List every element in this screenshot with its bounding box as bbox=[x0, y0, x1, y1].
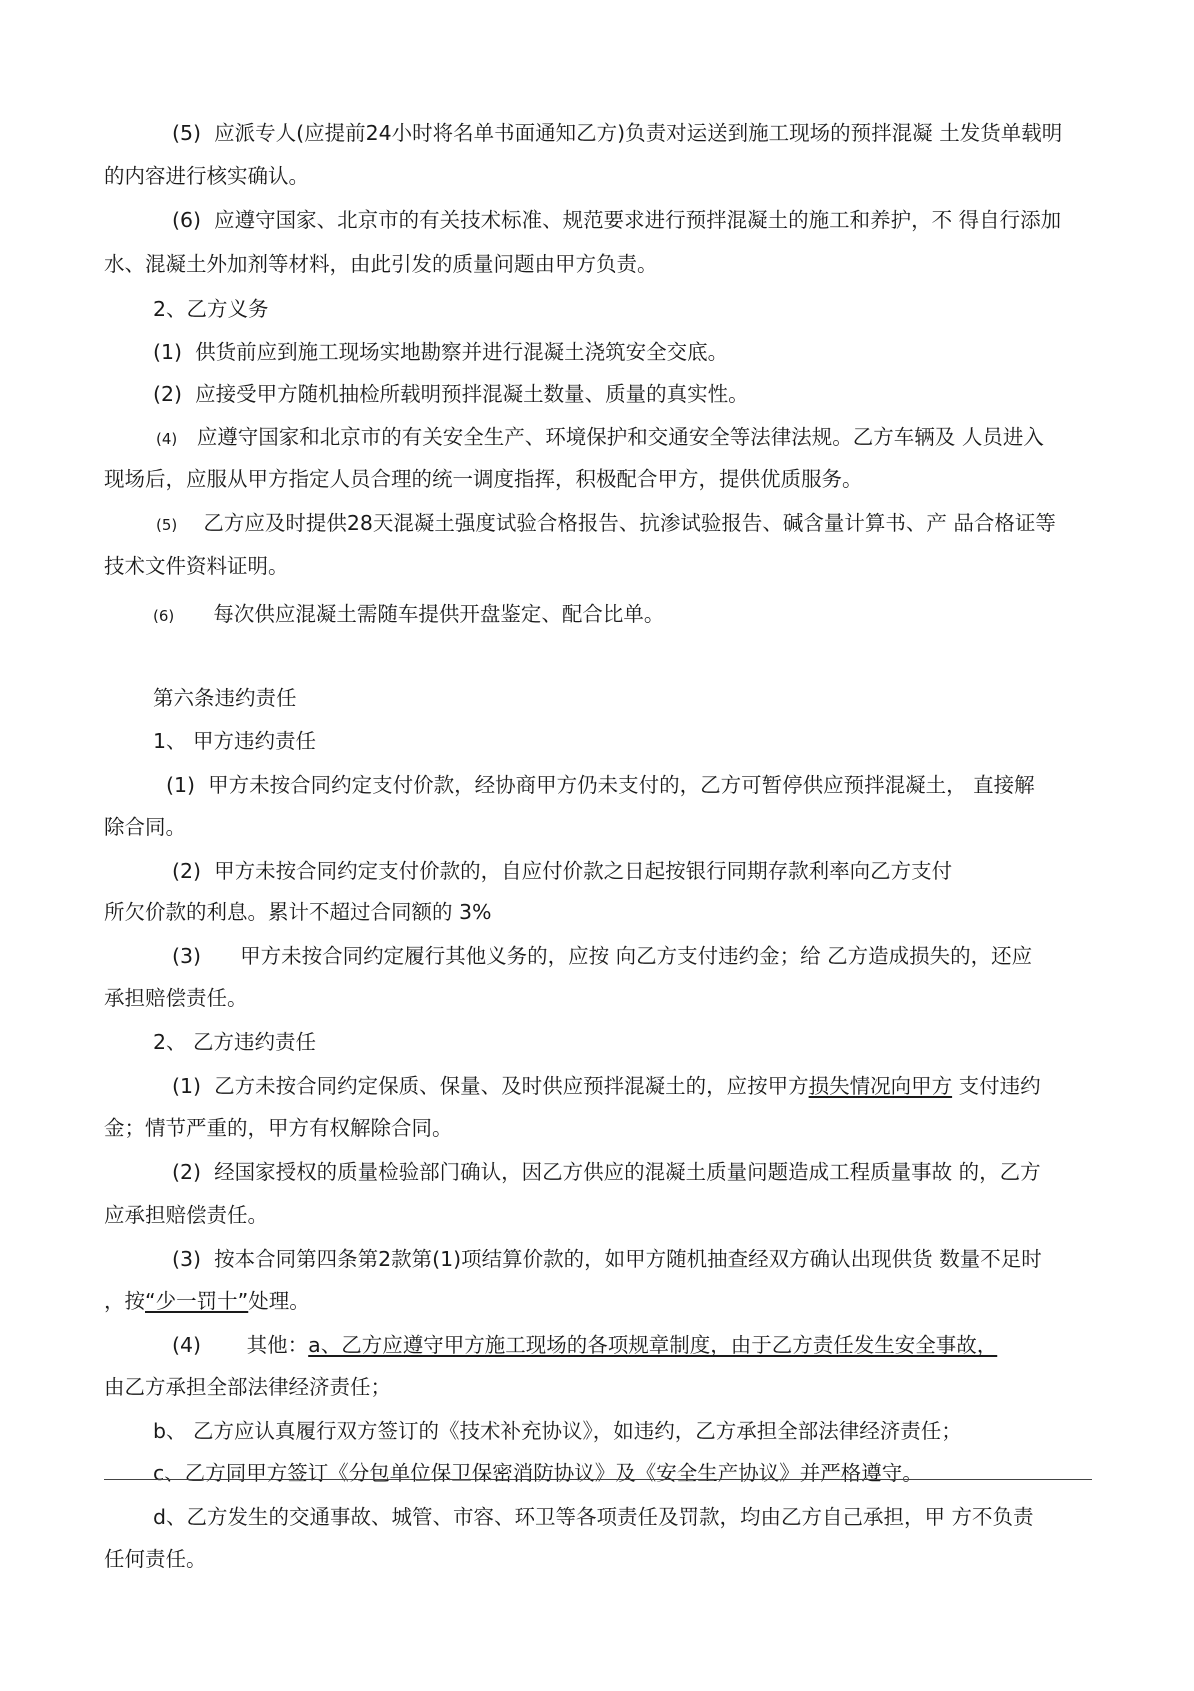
item-text-tail: 支付违约 bbox=[952, 1074, 1041, 1098]
item-number: (1) bbox=[153, 340, 183, 364]
underlined-text: a、乙方应遵守甲方施工现场的各项规章制度，由于乙方责任发生安全事故， bbox=[308, 1333, 998, 1357]
yi-breach-item-3-cont bbox=[104, 1288, 310, 1314]
yi-breach-item-4-cont: 由乙方承担全部法律经济责任； bbox=[104, 1375, 391, 1399]
section-heading-jia-breach: 1、 甲方违约责任 bbox=[153, 729, 317, 753]
item-number: (1) bbox=[172, 1074, 202, 1098]
jia-item-5-cont: 的内容进行核实确认。 bbox=[104, 164, 309, 188]
jia-breach-item-3-cont: 承担赔偿责任。 bbox=[104, 986, 248, 1010]
horizontal-rule bbox=[104, 1479, 1092, 1480]
yi-breach-sub-d: d、乙方发生的交通事故、城管、市容、环卫等各项责任及罚款，均由乙方自己承担，甲 方不负责 bbox=[153, 1505, 1034, 1529]
yi-item-5-cont: 技术文件资料证明。 bbox=[104, 554, 289, 578]
item-number: (6) bbox=[153, 607, 175, 625]
yi-item-2 bbox=[153, 381, 749, 407]
jia-breach-item-2 bbox=[172, 858, 952, 884]
item-number: (4) bbox=[156, 430, 178, 448]
yi-item-5 bbox=[156, 510, 1056, 538]
yi-breach-item-2 bbox=[172, 1159, 1041, 1185]
item-number: (5) bbox=[156, 516, 178, 534]
underlined-text: “少一罚十” bbox=[145, 1289, 249, 1313]
yi-breach-item-1-cont: 金；情节严重的，甲方有权解除合同。 bbox=[104, 1116, 453, 1140]
item-text: 应接受甲方随机抽检所载明预拌混凝土数量、质量的真实性。 bbox=[195, 382, 749, 406]
jia-item-5 bbox=[172, 120, 1062, 146]
yi-item-4 bbox=[156, 424, 1044, 452]
item-text: 乙方未按合同约定保质、保量、及时供应预拌混凝土的，应按甲方 bbox=[214, 1074, 809, 1098]
item-text: 按本合同第四条第2款第(1)项结算价款的，如甲方随机抽查经双方确认出现供货 数量不足时 bbox=[214, 1247, 1042, 1271]
section-heading-yi-duties: 2、乙方义务 bbox=[153, 297, 269, 321]
jia-breach-item-3 bbox=[172, 943, 1032, 969]
item-number: (3) bbox=[172, 944, 202, 968]
item-number: (2) bbox=[172, 1160, 202, 1184]
jia-breach-item-1 bbox=[166, 772, 1035, 798]
item-label: 其他： bbox=[246, 1333, 309, 1357]
yi-item-6 bbox=[153, 601, 664, 629]
item-number: (2) bbox=[172, 859, 202, 883]
item-text: 供货前应到施工现场实地勘察并进行混凝土浇筑安全交底。 bbox=[195, 340, 729, 364]
item-text: 乙方应及时提供28天混凝土强度试验合格报告、抗渗试验报告、碱含量计算书、产 品合格证等 bbox=[203, 511, 1056, 535]
item-text: 应遵守国家、北京市的有关技术标准、规范要求进行预拌混凝土的施工和养护，不 得自行添加 bbox=[214, 208, 1062, 232]
item-number: (6) bbox=[172, 208, 202, 232]
jia-breach-item-2-cont: 所欠价款的利息。累计不超过合同额的 3% bbox=[104, 900, 492, 924]
yi-breach-item-3 bbox=[172, 1246, 1042, 1272]
item-text: 甲方未按合同约定履行其他义务的，应按 向乙方支付违约金；给 乙方造成损失的，还应 bbox=[240, 944, 1033, 968]
jia-item-6 bbox=[172, 207, 1061, 233]
yi-item-1 bbox=[153, 339, 728, 365]
jia-breach-item-1-cont: 除合同。 bbox=[104, 815, 186, 839]
item-text: 每次供应混凝土需随车提供开盘鉴定、配合比单。 bbox=[213, 602, 665, 626]
item-number: (2) bbox=[153, 382, 183, 406]
yi-breach-sub-b: b、 乙方应认真履行双方签订的《技术补充协议》，如违约，乙方承担全部法律经济责任； bbox=[153, 1419, 962, 1443]
yi-breach-sub-d-cont: 任何责任。 bbox=[104, 1547, 207, 1571]
yi-item-4-cont: 现场后，应服从甲方指定人员合理的统一调度指挥，积极配合甲方，提供优质服务。 bbox=[104, 467, 863, 491]
item-number: (4) bbox=[172, 1333, 202, 1357]
item-text: 经国家授权的质量检验部门确认，因乙方供应的混凝土质量问题造成工程质量事故 的，乙方 bbox=[214, 1160, 1041, 1184]
item-text: 应派专人(应提前24小时将名单书面通知乙方)负责对运送到施工现场的预拌混凝 土发货单载明 bbox=[214, 121, 1063, 145]
section-heading-yi-breach: 2、 乙方违约责任 bbox=[153, 1030, 317, 1054]
jia-item-6-cont: 水、混凝土外加剂等材料，由此引发的质量问题由甲方负责。 bbox=[104, 252, 658, 276]
item-text-tail: 处理。 bbox=[248, 1289, 310, 1313]
item-text: 应遵守国家和北京市的有关安全生产、环境保护和交通安全等法律法规。乙方车辆及 人员进入 bbox=[196, 425, 1044, 449]
yi-breach-item-1 bbox=[172, 1073, 1041, 1099]
item-text: 甲方未按合同约定支付价款，经协商甲方仍未支付的，乙方可暂停供应预拌混凝土， 直接解 bbox=[208, 773, 1035, 797]
yi-breach-item-2-cont: 应承担赔偿责任。 bbox=[104, 1203, 268, 1227]
item-number: (3) bbox=[172, 1247, 202, 1271]
item-text: ，按 bbox=[104, 1289, 145, 1313]
yi-breach-item-4 bbox=[172, 1332, 997, 1358]
underlined-text: 损失情况向甲方 bbox=[808, 1074, 953, 1098]
item-text: 甲方未按合同约定支付价款的，自应付价款之日起按银行同期存款利率向乙方支付 bbox=[214, 859, 953, 883]
item-number: (1) bbox=[166, 773, 196, 797]
article-6-title: 第六条违约责任 bbox=[153, 686, 297, 710]
item-number: (5) bbox=[172, 121, 202, 145]
yi-breach-sub-c: c、乙方同甲方签订《分包单位保卫保密消防协议》及《安全生产协议》并严格遵守。 bbox=[153, 1461, 923, 1485]
